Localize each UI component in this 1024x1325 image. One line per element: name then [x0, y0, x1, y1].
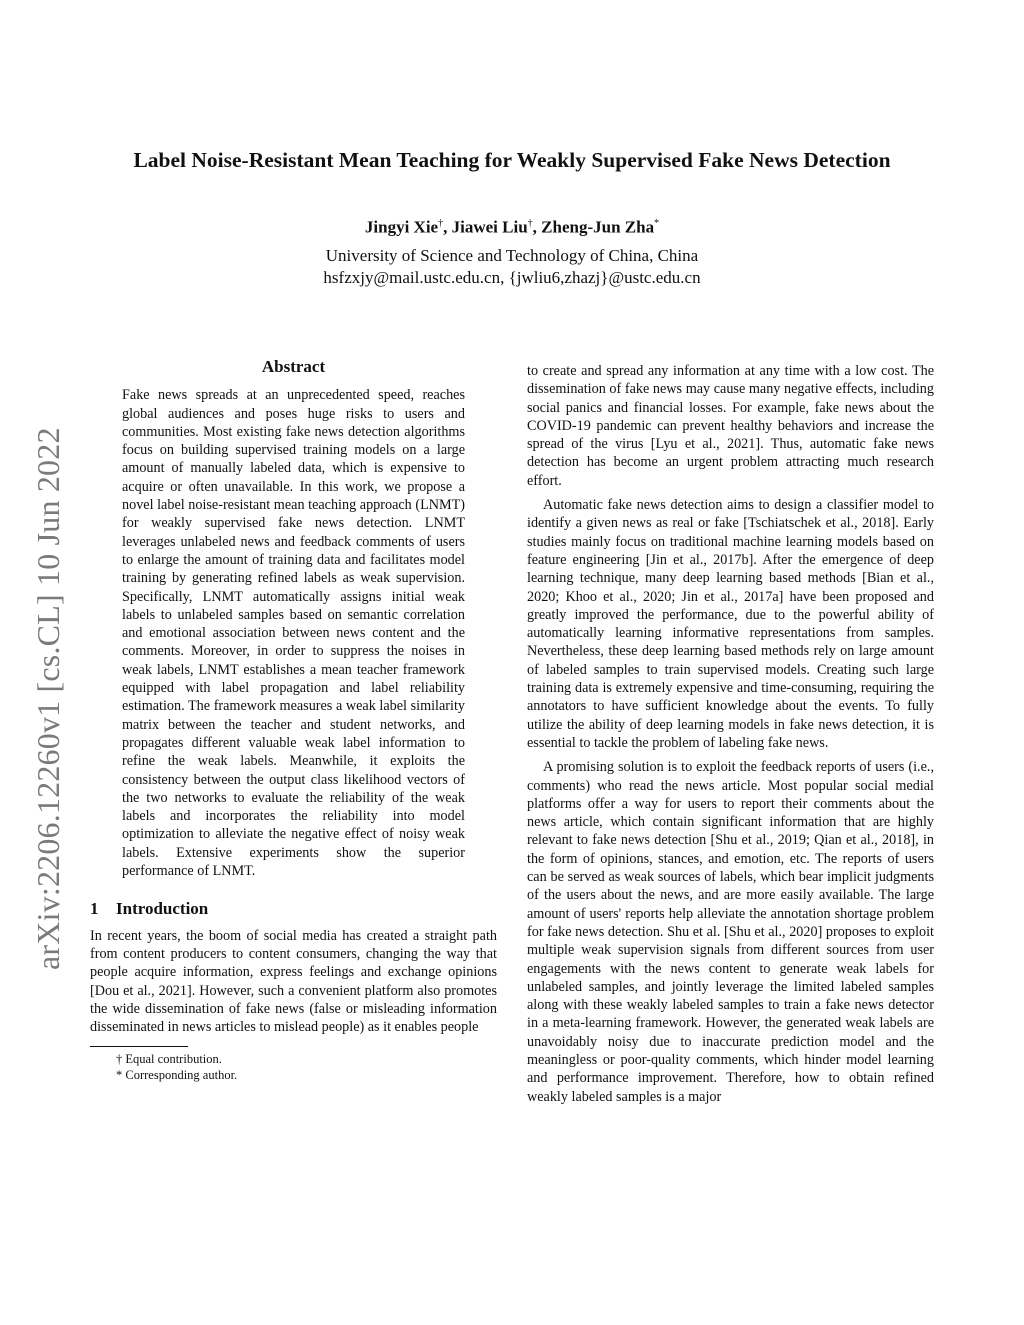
body-paragraph: to create and spread any information at any time with a low cost. The dissemination of fake news may cause many negative effects, including social panics and financial losses. For example, fake news about the COVID-19 pandemic can prevent healthy behaviors and increase the spread of the virus [Lyu et al., 2021]. Thus, automatic fake news detection has become an urgent problem attracting much research effort. [527, 363, 934, 489]
author-separator: , [443, 217, 452, 237]
section-number: 1 [90, 899, 99, 919]
author-separator: , [532, 217, 542, 237]
footnote-corresponding-author: * Corresponding author. [116, 1068, 238, 1083]
affiliation-block [60, 245, 964, 289]
footnote-equal-contribution: † Equal contribution. [116, 1052, 222, 1067]
author-mark: † [438, 218, 444, 229]
abstract-text: Fake news spreads at an unprecedented speed, reaches global audiences and poses huge risks to users and communities. Most existing fake news detection algorithms focus on building supervised training models on a large amount of manually labeled data, which is expensive to acquire or often unavailable. In this work, we propose a novel label noise-resistant mean teaching approach (LNMT) for weakly supervised fake news detection. LNMT leverages unlabeled news and feedback comments of users to enlarge the amount of training data and facilitates model training by generating refined labels as weak supervision. Specifically, LNMT automatically assigns initial weak labels to unlabeled samples based on semantic correlation and emotional association between news content and the comments. Moreover, in order to suppress the noises in weak labels, LNMT establishes a mean teacher framework equipped with label propagation and label reliability estimation. The framework measures a weak label similarity matrix between the teacher and student networks, and propagates different valuable weak label information to refine the weak labels. Meanwhile, it exploits the consistency between the output class likelihood vectors of the two networks to evaluate the reliability of the weak labels and incorporates the reliability into model optimization to alleviate the negative effect of noisy weak labels. Extensive experiments show the superior performance of LNMT. [122, 387, 465, 880]
author-emails: hsfzxjy@mail.ustc.edu.cn, {jwliu6,zhazj}@ustc.edu.cn [323, 268, 701, 287]
section-heading-introduction [90, 900, 497, 918]
arxiv-stamp: arXiv:2206.12260v1 [cs.CL] 10 Jun 2022 [30, 427, 66, 970]
author-name: Zheng-Jun Zha [541, 217, 655, 237]
footnote-divider [90, 1046, 188, 1047]
body-paragraph: Automatic fake news detection aims to design a classifier model to identify a given news as real or fake [Tschiatschek et al., 2018]. Early studies mainly focus on traditional machine learning models based on feature engineering [Jin et al., 2017b]. After the emergence of deep learning technique, many deep learning based methods [Bian et al., 2020; Khoo et al., 2020; Jin et al., 2017a] have been proposed and greatly improved the performance, due to the powerful ability of automatically learning informative representations from samples. Nevertheless, these deep learning based methods rely on large amount of labeled samples to train supervised models. Creating such large training data is extremely expensive and time-consuming, requiring the annotators to have sufficient knowledge about the events. To fully utilize the ability of deep learning models in fake news detection, it is essential to tackle the problem of labeling fake news. [527, 497, 934, 751]
right-column [527, 362, 934, 1112]
left-column [90, 358, 497, 1083]
author-mark: * [654, 218, 660, 229]
affiliation: University of Science and Technology of China, China [325, 246, 699, 265]
paper-title: Label Noise-Resistant Mean Teaching for Weakly Supervised Fake News Detection [133, 148, 891, 172]
body-paragraph: A promising solution is to exploit the feedback reports of users (i.e., comments) who read the news article. Most popular social medial platforms offer a way for users to report their comments about the news article, which contain significant information that are highly relevant to fake news detection [Shu et al., 2019; Qian et al., 2018], in the form of opinions, stances, and emotion, etc. The reports of users can be served as weak sources of labels, which bear implicit judgments of the users about the news, and are more easily available. The large amount of users' reports help alleviate the annotation shortage problem for fake news detection. Shu et al. [Shu et al., 2020] proposes to exploit multiple weak supervision signals from different sources from user engagements with the news content to generate weak labels for unlabeled samples, and jointly leverage the limited labeled samples along with these weakly labeled samples to train a fake news detector in a meta-learning framework. However, the generated weak labels are unavoidably noisy due to inaccurate prediction model and the meaningless or poor-quality comments, which hinder model learning and performance improvement. Therefore, how to obtain refined weakly labeled samples is a major [527, 759, 934, 1105]
author-name: Jingyi Xie [364, 217, 439, 237]
abstract-heading: Abstract [261, 357, 326, 376]
section-title: Introduction [116, 899, 209, 919]
author-list [60, 212, 964, 240]
author-name: Jiawei Liu [451, 217, 528, 237]
intro-paragraph: In recent years, the boom of social media has created a straight path from content producers to content consumers, changing the way that people acquire information, express feelings and exchange opinions [Dou et al., 2021]. However, such a convenient platform also promotes the wide dissemination of fake news (false or misleading information disseminated in news articles to mislead people) as it enables people [90, 927, 497, 1036]
author-mark: † [527, 218, 533, 229]
